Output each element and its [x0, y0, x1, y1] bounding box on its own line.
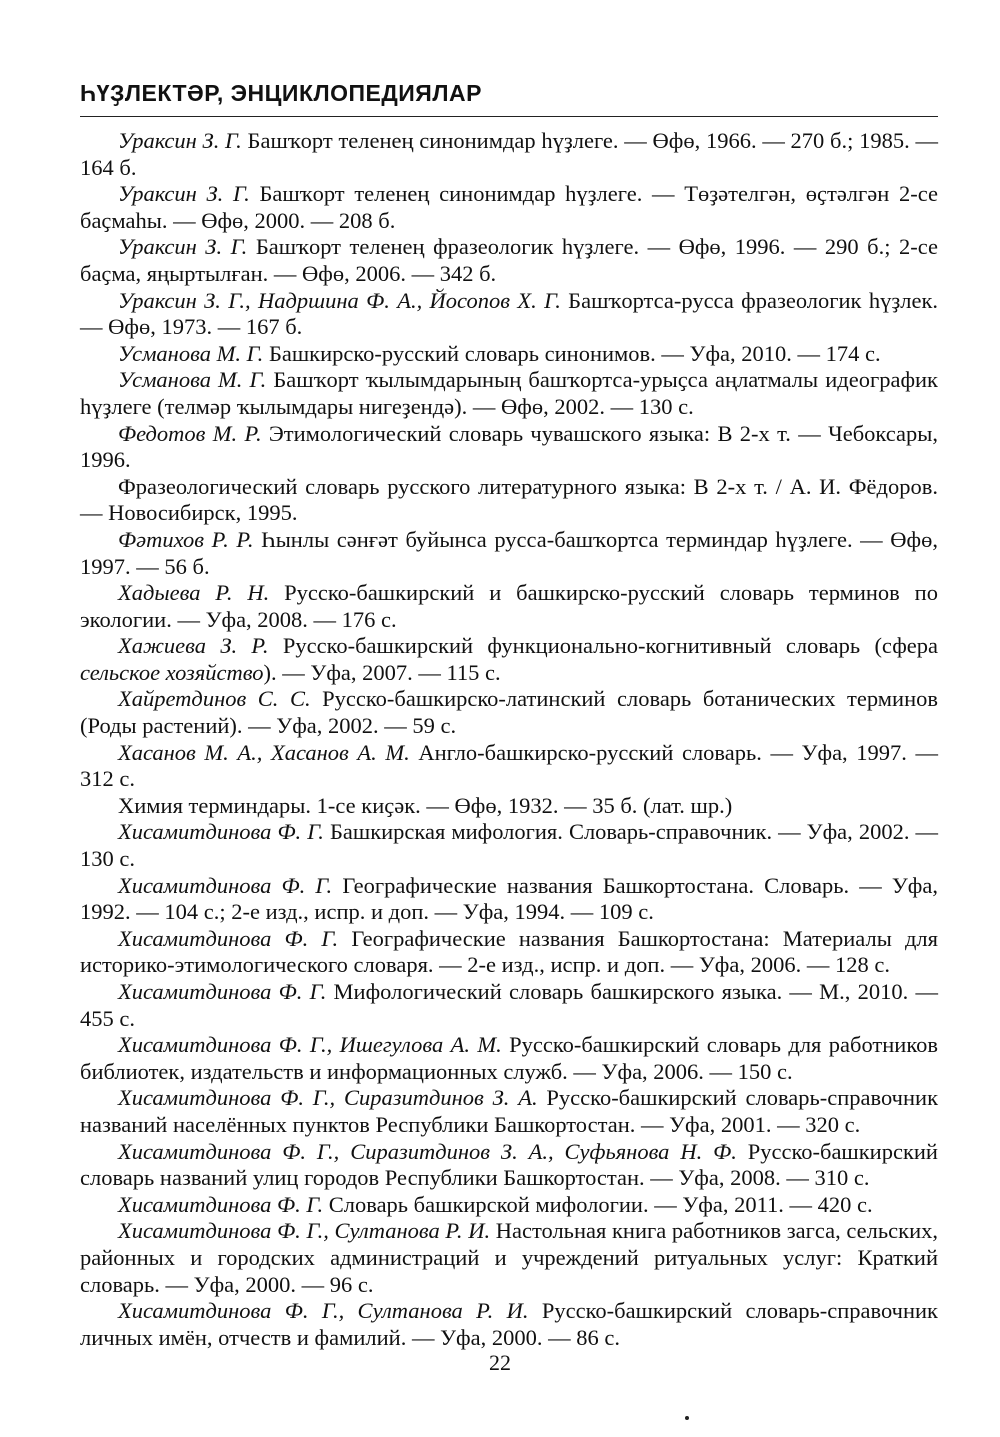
entry-text: Фразеологический словарь русского литературного языка: В 2-х т. / А. И. Фёдоров. — Новосибирск, 1995.	[80, 473, 938, 526]
bibliography-entry	[80, 1032, 938, 1085]
bibliography-entry	[80, 1192, 938, 1219]
bibliography-entry	[80, 234, 938, 287]
bibliography-entry	[80, 793, 938, 820]
entry-author: Хисамитдинова Ф. Г., Сиразитдинов З. А., Суфьянова Н. Ф.	[118, 1138, 737, 1164]
entry-text: Словарь башкирской мифологии. — Уфа, 2011. — 420 с.	[323, 1191, 873, 1217]
entry-author: Хисамитдинова Ф. Г.	[118, 819, 324, 845]
entry-author: Фәтихов Р. Р.	[118, 526, 254, 552]
entry-text: Англо-башкирско-русский словарь. — Уфа, 1997. — 312 с.	[80, 739, 938, 792]
entry-text: Башҡорт ҡылымдарының башҡортса-урыҫса аңлатмалы идеографик һүҙлеге (телмәр ҡылымдары нигеҙендә). — Өфө, 2002. — 130 с.	[80, 367, 938, 419]
entry-author: Хисамитдинова Ф. Г.	[118, 872, 333, 898]
entry-author: Хисамитдинова Ф. Г., Султанова Р. И.	[118, 1218, 491, 1244]
entry-author: Усманова М. Г.	[118, 367, 267, 393]
entry-author: Хасанов М. А., Хасанов А. М.	[118, 739, 410, 765]
entry-author: Хисамитдинова Ф. Г.	[118, 925, 339, 951]
bibliography-entry	[80, 527, 938, 580]
entry-author: Ураксин З. Г.	[118, 181, 250, 207]
entry-author: Хайретдинов С. С.	[118, 686, 311, 712]
bibliography-entry	[80, 819, 938, 872]
entry-text: Русско-башкирский словарь-справочник названий населённых пунктов Республики Башкортостан. — Уфа, 2001. — 320 с.	[80, 1085, 939, 1137]
bibliography-entry	[80, 1085, 938, 1138]
entry-text: Башкирско-русский словарь синонимов. — Уфа, 2010. — 174 с.	[263, 340, 881, 366]
entry-text: Башкирская мифология. Словарь-справочник. — Уфа, 2002. — 130 с.	[80, 819, 938, 872]
entry-text: Русско-башкирско-латинский словарь ботанических терминов (Роды растений). — Уфа, 2002. — 59 с.	[80, 686, 938, 739]
bibliography-entry	[80, 926, 938, 979]
entry-author: Хисамитдинова Ф. Г., Султанова Р. И.	[118, 1298, 529, 1324]
bibliography-entry	[80, 873, 938, 926]
entry-text: Русско-башкирский функционально-когнитивный словарь (сфера	[268, 633, 938, 659]
entry-author: Хисамитдинова Ф. Г.	[118, 979, 327, 1004]
bibliography-entry	[80, 341, 938, 368]
entry-text: Башҡорт теленең фразеологик һүҙлеге. — Өфө, 1996. — 290 б.; 2-се баҫма, яңыртылған. — Өфө, 2006. — 342 б.	[80, 234, 938, 286]
header-rule	[80, 116, 938, 117]
bibliography-entry	[80, 740, 938, 793]
entry-text: Географические названия Башкортостана: Материалы для историко-этимологического словаря. — 2-е изд., испр. и доп. — Уфа, 2006. — 128 с.	[80, 925, 938, 978]
entry-text: Географические названия Башкортостана. Словарь. — Уфа, 1992. — 104 с.; 2-е изд., испр. и доп. — Уфа, 1994. — 109 с.	[80, 872, 938, 925]
bibliography-entry	[80, 421, 938, 474]
entry-author: Хадыева Р. Н.	[118, 580, 270, 606]
entry-author: Ураксин З. Г.	[118, 128, 242, 153]
entry-author: Хисамитдинова Ф. Г., Сиразитдинов З. А.	[118, 1085, 538, 1111]
entry-text: Химия терминдары. 1-се киҫәк. — Өфө, 1932. — 35 б. (лат. шр.)	[118, 792, 733, 818]
bibliography-entry	[80, 128, 938, 181]
entry-text: Башҡортса-русса фразеологик һүҙлек. — Өфө, 1973. — 167 б.	[80, 287, 938, 340]
bibliography-entry	[80, 686, 938, 739]
bibliography-entry	[80, 1218, 938, 1298]
bibliography-entry	[80, 633, 938, 686]
bibliography-entry	[80, 979, 938, 1032]
entry-text: Настольная книга работников загса, сельских, районных и городских администраций и учреждений ритуальных услуг: Краткий словарь. — Уфа, 2000. — 96 с.	[80, 1218, 938, 1297]
entry-author: Усманова М. Г.	[118, 340, 264, 366]
bibliography-entry	[80, 181, 938, 234]
entry-author: Хажиева З. Р.	[118, 633, 269, 659]
entry-italic-text: сельское хозяйство	[80, 659, 264, 685]
bibliography-list	[80, 128, 938, 1351]
entry-text: Мифологический словарь башкирского языка. — М., 2010. — 455 с.	[80, 979, 938, 1031]
entry-text-after: ). — Уфа, 2007. — 115 с.	[263, 659, 501, 685]
entry-author: Хисамитдинова Ф. Г., Ишегулова А. М.	[118, 1032, 502, 1058]
entry-text: Русско-башкирский словарь-справочник личных имён, отчеств и фамилий. — Уфа, 2000. — 86 с.	[80, 1298, 938, 1350]
print-speck	[685, 1416, 689, 1420]
entry-text: Этимологический словарь чувашского языка: В 2-х т. — Чебоксары, 1996.	[80, 420, 938, 473]
entry-author: Хисамитдинова Ф. Г.	[118, 1191, 324, 1217]
entry-author: Ураксин З. Г., Надршина Ф. А., Йосопов Х. Г.	[118, 287, 561, 313]
entry-text: Русско-башкирский словарь для работников библиотек, издательств и информационных служб. — Уфа, 2006. — 150 с.	[80, 1032, 938, 1084]
entry-author: Федотов М. Р.	[118, 420, 262, 446]
bibliography-entry	[80, 1298, 938, 1351]
bibliography-entry	[80, 580, 938, 633]
entry-text: Һынлы сәнғәт буйынса русса-башҡортса терминдар һүҙлеге. — Өфө, 1997. — 56 б.	[80, 526, 938, 579]
bibliography-entry	[80, 1139, 938, 1192]
entry-text: Башҡорт теленең синонимдар һүҙлеге. — Төҙәтелгән, өҫтәлгән 2-се баҫмаһы. — Өфө, 2000. — 208 б.	[80, 181, 938, 233]
bibliography-entry	[80, 288, 938, 341]
entry-author: Ураксин З. Г.	[118, 234, 248, 260]
page-number: 22	[489, 1350, 511, 1375]
bibliography-entry	[80, 474, 938, 527]
bibliography-entry	[80, 367, 938, 420]
entry-text: Русско-башкирский и башкирско-русский словарь терминов по экологии. — Уфа, 2008. — 176 с.	[80, 580, 938, 632]
running-head: ҺҮҘЛЕКТӘР, ЭНЦИКЛОПЕДИЯЛАР	[80, 80, 482, 106]
entry-text: Башҡорт теленең синонимдар һүҙлеге. — Өфө, 1966. — 270 б.; 1985. — 164 б.	[80, 128, 938, 180]
entry-text: Русско-башкирский словарь названий улиц городов Республики Башкортостан. — Уфа, 2008. — 310 с.	[80, 1138, 938, 1191]
